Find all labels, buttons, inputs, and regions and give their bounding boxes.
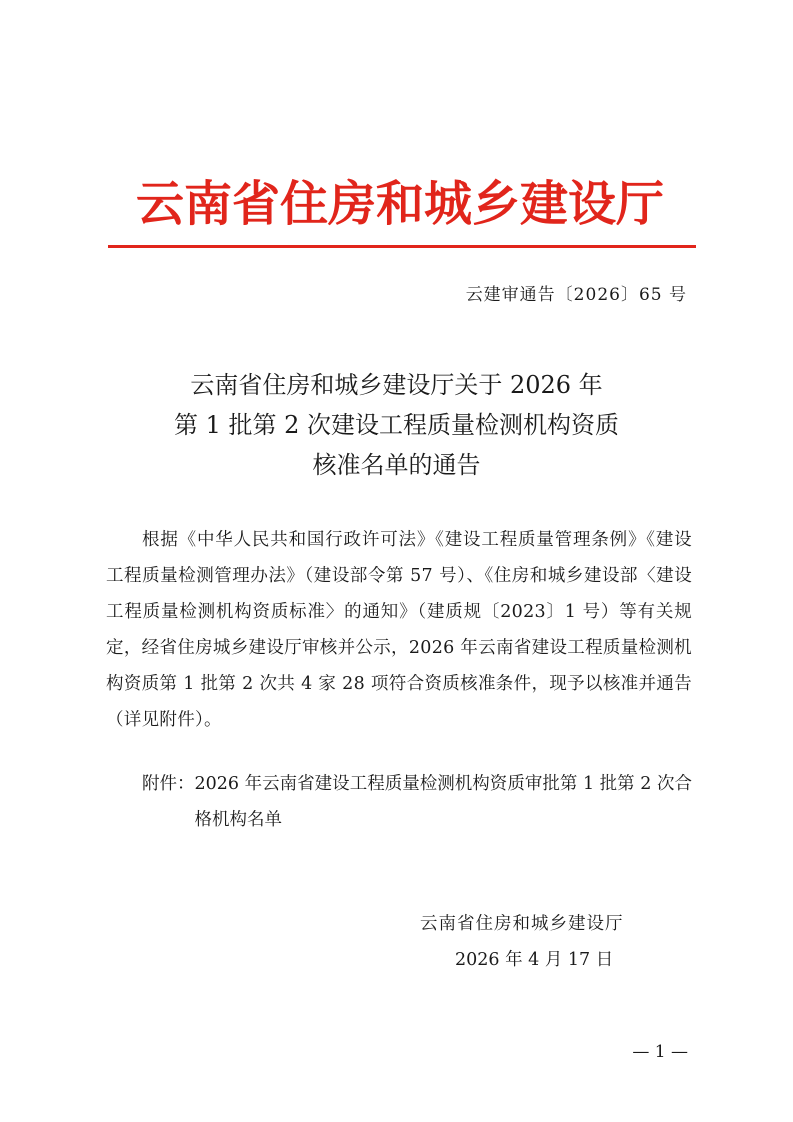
attachment-content: 2026 年云南省建设工程质量检测机构资质审批第 1 批第 2 次合格机构名单: [194, 774, 692, 830]
attachment-note: [142, 766, 692, 838]
agency-header: 云南省住房和城乡建设厅: [135, 176, 664, 232]
signature-block: [420, 906, 624, 978]
title-line-3: 核准名单的通告: [312, 451, 481, 479]
title-line-1: 云南省住房和城乡建设厅关于 2026 年: [190, 371, 603, 399]
page-number: — 1 —: [632, 1042, 688, 1062]
document-number: 云建审通告〔2026〕65 号: [465, 285, 687, 305]
red-divider-line: [108, 245, 696, 248]
title-line-2: 第 1 批第 2 次建设工程质量检测机构资质: [173, 411, 620, 439]
signature-organization: 云南省住房和城乡建设厅: [420, 914, 624, 934]
signature-date: 2026 年 4 月 17 日: [455, 950, 614, 970]
document-title: [100, 365, 693, 485]
body-paragraph: 根据《中华人民共和国行政许可法》《建设工程质量管理条例》《建设工程质量检测管理办法》（建设部令第 57 号）、《住房和城乡建设部〈建设工程质量检测机构资质标准〉的通知》（建质规〔2023〕1 号）等有关规定，经省住房城乡建设厅审核并公示，2026 年云南省建设工程质量检测机构资质第 1 批第 2 次共 4 家 28 项符合资质核准条件，现予以核准并通告（详见附件）。: [106, 530, 692, 730]
attachment-label: 附件：: [142, 774, 195, 794]
